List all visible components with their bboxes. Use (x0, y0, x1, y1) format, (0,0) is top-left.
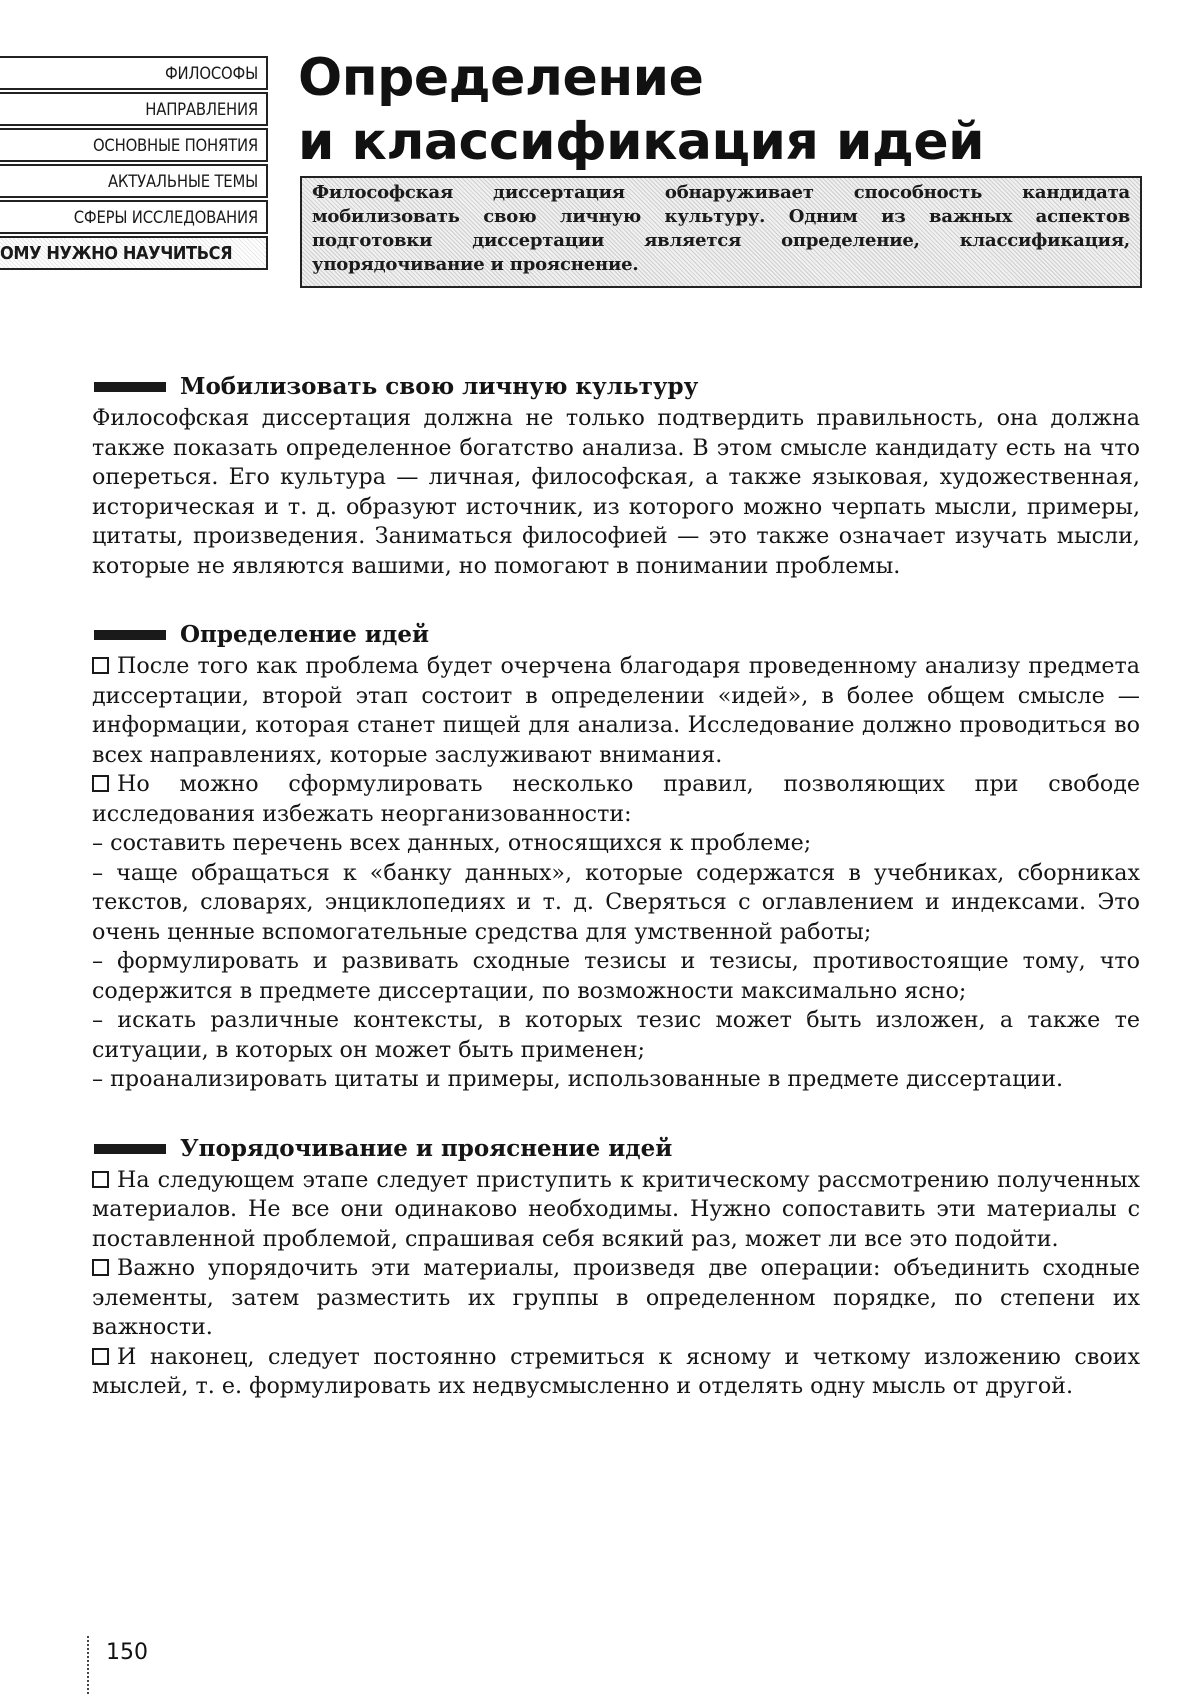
page-margin-rule (87, 1636, 89, 1694)
paragraph: Философская диссертация должна не только подтвердить правильность, она должна также показать определенное богатство анализа. В этом смысле кандидату есть на что опереться. Его культура — личная, философская, а также языковая, художественная, историческая и т. д. образуют источник, из которого можно черпать мысли, примеры, цитаты, произведения. Заниматься философией — это также означает изучать мысли, которые не являются вашими, но помогают в понимании проблемы. (92, 404, 1140, 581)
heading-bar-icon (94, 630, 166, 640)
paragraph-text: Важно упорядочить эти материалы, произведя две операции: объединить сходные элементы, затем разместить их группы в определенном порядке, по степени их важности. (92, 1255, 1140, 1340)
nav-item-label: ФИЛОСОФЫ (165, 64, 258, 83)
checkbox-icon (92, 657, 109, 674)
nav-item-label: АКТУАЛЬНЫЕ ТЕМЫ (108, 172, 258, 191)
checkbox-paragraph (92, 652, 1140, 770)
paragraph-text: На следующем этапе следует приступить к критическому рассмотрению полученных материалов. Не все они одинаково необходимы. Нужно сопоставить эти материалы с поставленной проблемой, спрашивая себя всякий раз, может ли все это подойти. (92, 1167, 1140, 1252)
nav-item-label: НАПРАВЛЕНИЯ (145, 100, 258, 119)
section-heading (92, 620, 1140, 650)
section-defining-ideas (92, 620, 1140, 1095)
section-mobilize-culture (92, 372, 1140, 581)
heading-bar-icon (94, 1144, 166, 1154)
nav-item-directions[interactable] (0, 92, 268, 126)
paragraph-text: И наконец, следует постоянно стремиться к ясному и четкому изложению своих мыслей, т. е. формулировать их недвусмысленно и отделять одну мысль от другой. (92, 1344, 1140, 1400)
checkbox-icon (92, 1171, 109, 1188)
list-item: – проанализировать цитаты и примеры, использованные в предмете диссертации. (92, 1065, 1140, 1095)
checkbox-paragraph (92, 1343, 1140, 1402)
checkbox-icon (92, 1348, 109, 1365)
paragraph-text: После того как проблема будет очерчена благодаря проведенному анализу предмета диссертации, второй этап состоит в определении «идей», в более общем смысле — информации, которая станет пищей для анализа. Исследование должно проводиться во всех направлениях, которые заслуживают внимания. (92, 653, 1140, 768)
main-content (92, 372, 1140, 1441)
section-ordering-ideas (92, 1134, 1140, 1402)
section-heading (92, 372, 1140, 402)
nav-item-research-areas[interactable] (0, 200, 268, 234)
intro-box (300, 176, 1142, 288)
checkbox-paragraph (92, 770, 1140, 829)
page-title-line-2: и классификация идей (298, 110, 1178, 174)
section-heading-text: Упорядочивание и прояснение идей (180, 1134, 672, 1164)
checkbox-paragraph (92, 1166, 1140, 1255)
section-heading (92, 1134, 1140, 1164)
nav-item-label: ОМУ НУЖНО НАУЧИТЬСЯ (0, 243, 232, 264)
checkbox-icon (92, 775, 109, 792)
paragraph-text: Но можно сформулировать несколько правил, позволяющих при свободе исследования избежать неорганизованности: (92, 771, 1140, 827)
section-heading-text: Мобилизовать свою личную культуру (180, 372, 698, 402)
checkbox-paragraph (92, 1254, 1140, 1343)
nav-item-label: СФЕРЫ ИССЛЕДОВАНИЯ (74, 208, 258, 227)
page-number: 150 (106, 1640, 148, 1665)
nav-item-basic-concepts[interactable] (0, 128, 268, 162)
nav-item-philosophers[interactable] (0, 56, 268, 90)
intro-text: Философская диссертация обнаруживает способность кандидата мобилизовать свою личную культуру. Одним из важных аспектов подготовки диссертации является определение, классификация, упорядочивание и прояснение. (312, 182, 1130, 275)
list-item: – чаще обращаться к «банку данных», которые содержатся в учебниках, сборниках текстов, словарях, энциклопедиях и т. д. Сверяться с оглавлением и индексами. Это очень ценные вспомогательные средства для умственной работы; (92, 859, 1140, 948)
list-item: – искать различные контексты, в которых тезис может быть изложен, а также те ситуации, в которых он может быть применен; (92, 1006, 1140, 1065)
checkbox-icon (92, 1259, 109, 1276)
section-nav (0, 56, 268, 272)
list-item: – составить перечень всех данных, относящихся к проблеме; (92, 829, 1140, 859)
list-item: – формулировать и развивать сходные тезисы и тезисы, противостоящие тому, что содержится в предмете диссертации, по возможности максимально ясно; (92, 947, 1140, 1006)
page-title-line-1: Определение (298, 46, 1178, 110)
page-title (298, 46, 1178, 174)
section-heading-text: Определение идей (180, 620, 429, 650)
nav-item-current-topics[interactable] (0, 164, 268, 198)
heading-bar-icon (94, 382, 166, 392)
nav-item-what-to-learn[interactable] (0, 236, 268, 270)
nav-item-label: ОСНОВНЫЕ ПОНЯТИЯ (93, 136, 258, 155)
